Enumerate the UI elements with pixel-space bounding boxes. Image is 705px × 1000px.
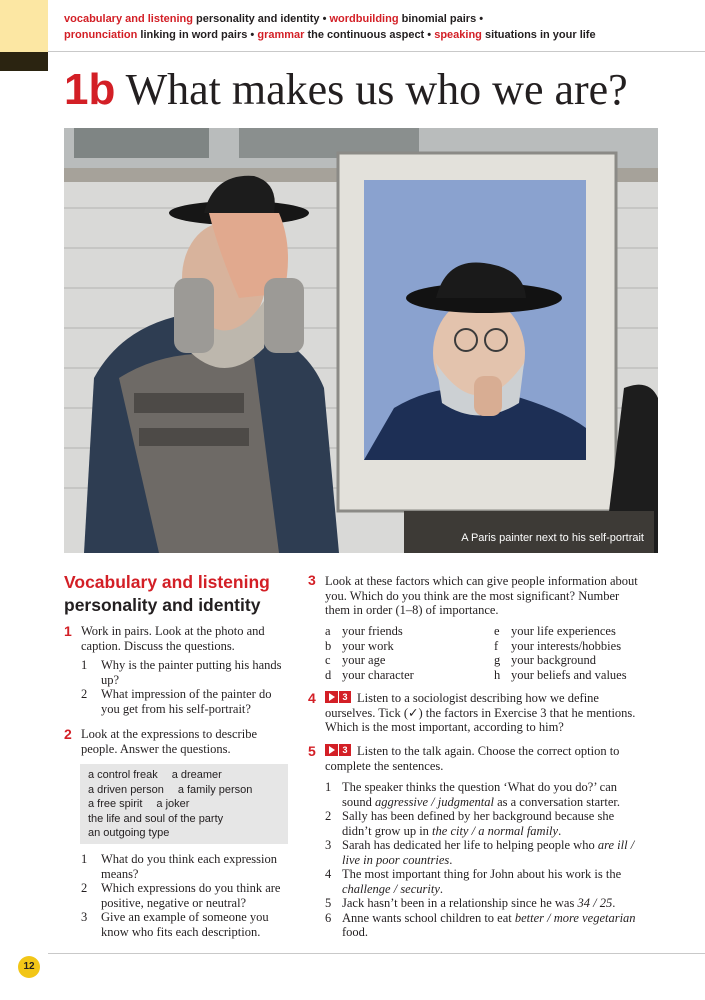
list-item: d your character (325, 667, 414, 682)
topic-separator: • (322, 13, 327, 25)
topic-text: binomial pairs (401, 13, 477, 25)
list-item: 3 Sarah has dedicated her life to helping people who are ill / live in poor countries. (325, 838, 635, 867)
exercise-instruction: Look at the expressions to describe people. Answer the questions. (81, 727, 257, 756)
audio-play-icon[interactable] (325, 744, 351, 756)
painter-photo-illustration (64, 128, 658, 553)
topic-separator: • (479, 13, 484, 25)
list-item: g your background (494, 653, 597, 667)
answer-options[interactable]: aggressive / judgmental (375, 794, 494, 809)
expression: a free spirit (88, 798, 143, 810)
expression: the life and soul of the party (88, 812, 224, 825)
topic-separator: • (427, 29, 432, 41)
list-item: 1 What do you think each expression means? (81, 852, 277, 881)
list-item: 6 Anne wants school children to eat better / more vegetarian food. (325, 910, 636, 939)
exercise-instruction (325, 744, 645, 773)
exercise-instruction: Work in pairs. Look at the photo and caption. Discuss the questions. (81, 624, 265, 653)
audio-track-number: 3 (339, 691, 351, 703)
topic-label: speaking (434, 29, 482, 41)
audio-track-number: 3 (339, 744, 351, 756)
question-list (81, 852, 291, 939)
topic-text: linking in word pairs (140, 29, 248, 41)
list-item: 2 Sally has been defined by her background because she didn’t grow up in the city / a normal family. (325, 809, 615, 838)
list-item: h your beliefs and values (494, 667, 627, 682)
topic-label: vocabulary and listening (64, 13, 193, 25)
chapter-tab (0, 0, 48, 52)
page-title (64, 62, 628, 118)
lesson-topics (64, 11, 694, 43)
list-item: 5 Jack hasn’t been in a relationship since he was 34 / 25. (325, 896, 616, 910)
topic-text: personality and identity (196, 13, 320, 25)
section-heading: Vocabulary and listening (64, 572, 270, 592)
expression: a dreamer (171, 769, 222, 781)
answer-options[interactable]: better / more vegetarian (514, 910, 636, 925)
chapter-tab-marker (0, 52, 48, 71)
expression-box (80, 764, 288, 844)
list-item: b your work (325, 638, 394, 653)
exercise-instruction (325, 691, 645, 735)
answer-options[interactable]: 34 / 25 (577, 896, 613, 910)
list-item: 4 The most important thing for John about his work is the challenge / security. (325, 867, 622, 896)
list-item: a your friends (325, 624, 403, 638)
list-item: f your interests/hobbies (494, 638, 622, 653)
exercise-number: 2 (64, 726, 72, 742)
expression: a family person (177, 783, 253, 796)
answer-options[interactable]: the city / a normal family (432, 823, 559, 838)
lesson-title: What makes us who we are? (125, 65, 628, 114)
footer-rule (48, 953, 705, 954)
topic-label: wordbuilding (329, 13, 399, 25)
exercise-number: 4 (308, 690, 316, 706)
section-subheading: personality and identity (64, 595, 261, 615)
expression: a joker (156, 798, 190, 810)
list-item: 2 What impression of the painter do you get from his self-portrait? (81, 687, 272, 716)
instruction-text: Listen to the talk again. Choose the correct option to complete the sentences. (325, 744, 620, 773)
topic-text: the continuous aspect (307, 29, 425, 41)
instruction-text: Listen to a sociologist describing how we define ourselves. Tick (✓) the factors in Exercise 3 that he mentions. Which is the most important, according to him? (325, 691, 636, 734)
topic-label: pronunciation (64, 29, 138, 41)
exercise-number: 1 (64, 623, 72, 639)
topic-separator: • (250, 29, 255, 41)
audio-play-icon[interactable] (325, 691, 351, 703)
list-item: 1 Why is the painter putting his hands up? (81, 658, 282, 687)
photo-caption: A Paris painter next to his self-portrait (461, 532, 644, 544)
lesson-photo (64, 128, 658, 553)
exercise-instruction: Look at these factors which can give people information about you. Which do you think are the most significant? Number them in order (1–8) of importance. (325, 574, 638, 617)
sentence-list (325, 780, 645, 940)
list-item: c your age (325, 653, 386, 667)
expression: a control freak (88, 769, 158, 781)
question-list (81, 658, 291, 716)
list-item: 3 Give an example of someone you know who fits each description. (81, 910, 269, 939)
expression: an outgoing type (88, 827, 170, 839)
expression: a driven person (88, 783, 164, 796)
header-rule (48, 51, 705, 52)
topic-text: situations in your life (484, 29, 596, 41)
page-number: 12 (18, 956, 40, 978)
answer-options[interactable]: challenge / security (342, 881, 440, 896)
list-item: 2 Which expressions do you think are positive, negative or neutral? (81, 881, 281, 910)
lesson-number: 1b (64, 65, 116, 114)
exercise-number: 5 (308, 743, 316, 759)
list-item: 1 The speaker thinks the question ‘What do you do?’ can sound aggressive / judgmental as a conversation starter. (325, 780, 620, 809)
topic-label: grammar (257, 29, 305, 41)
exercise-number: 3 (308, 572, 316, 588)
list-item: e your life experiences (494, 624, 616, 638)
answer-options[interactable]: are ill / live in poor countries (342, 838, 635, 867)
